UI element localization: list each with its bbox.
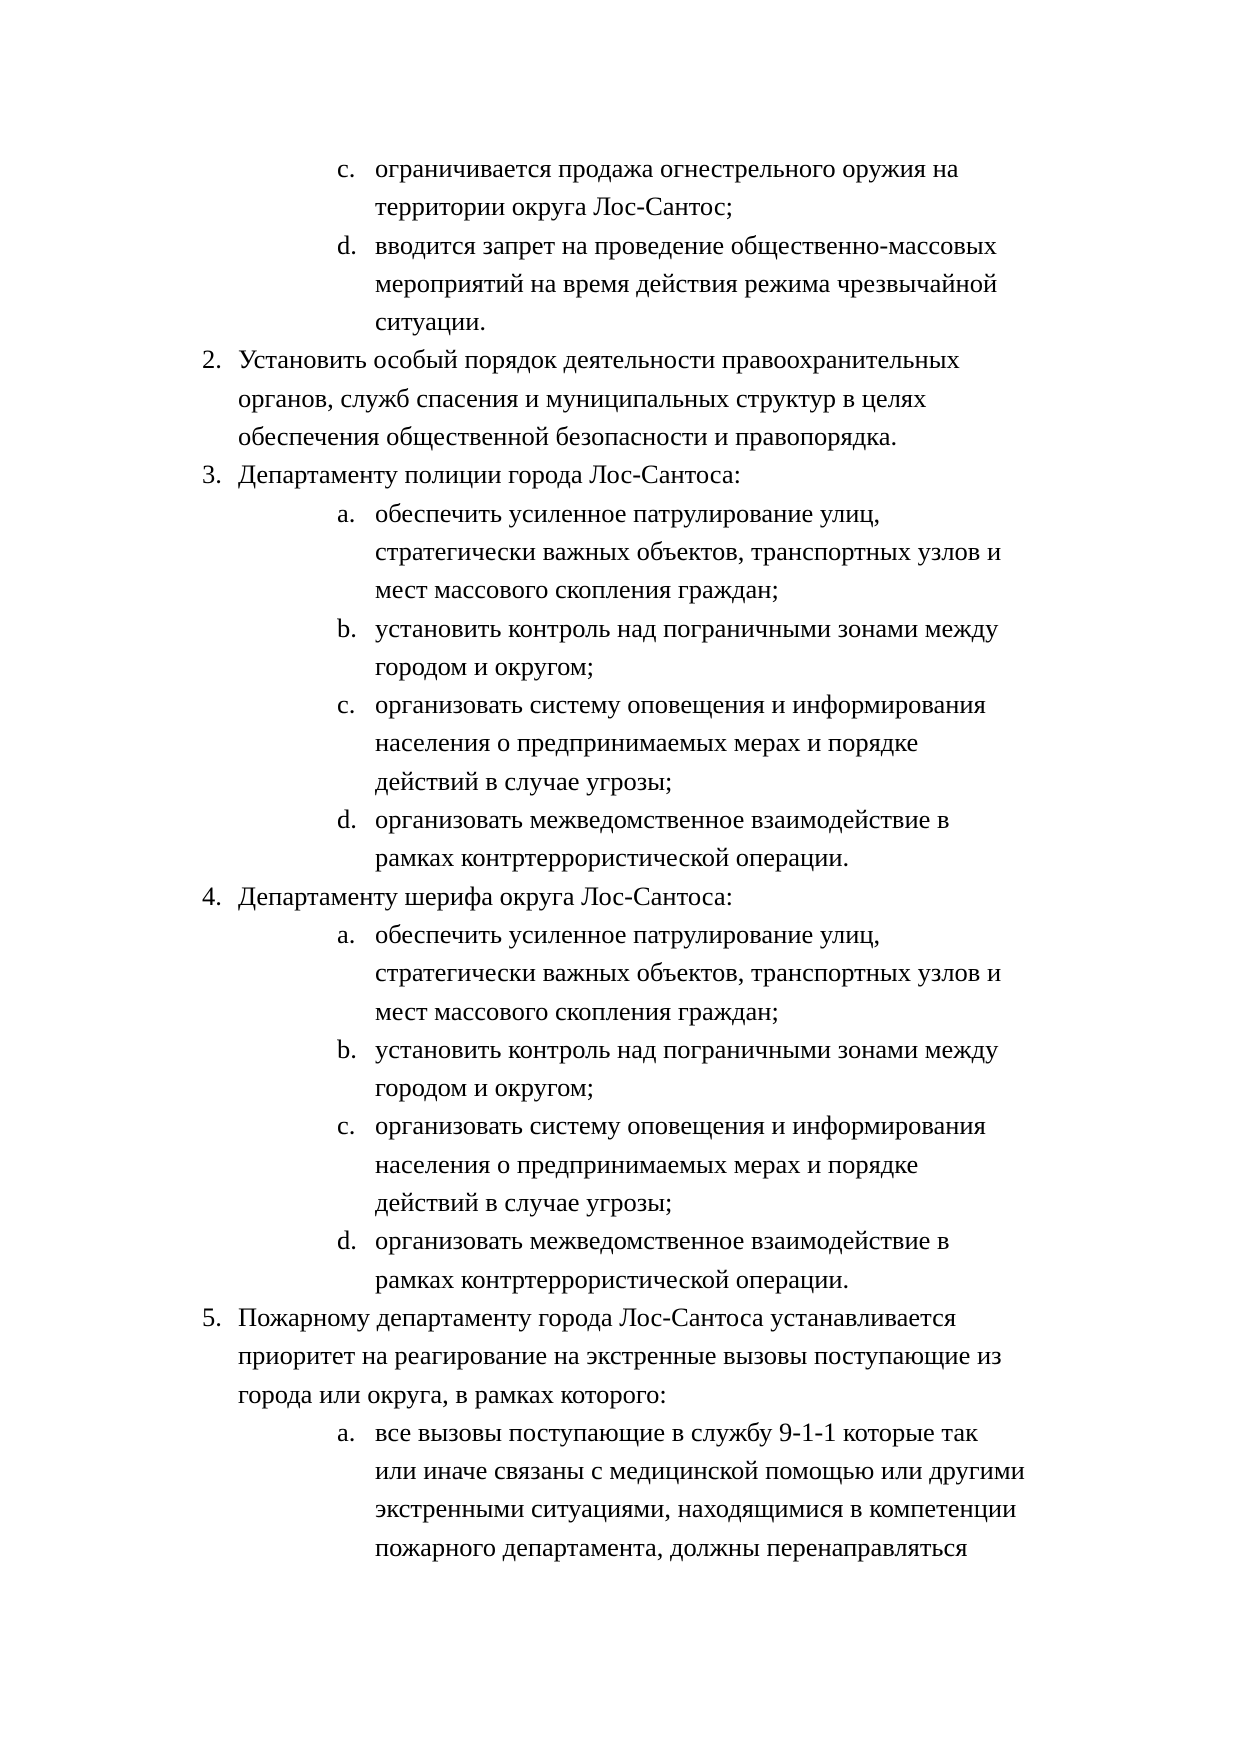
text-line: обеспечить усиленное патрулирование улиц, [375,497,881,528]
text-line: мероприятий на время действия режима чрезвычайной [375,267,998,298]
text-line: ограничивается продажа огнестрельного оружия на [375,153,959,183]
list-marker: a. [337,497,356,528]
list-marker: d. [337,1225,357,1256]
text-line: организовать систему оповещения и информирования [375,1110,986,1141]
text-line: мест массового скопления граждан; [375,995,779,1026]
list-item-text [375,1221,1100,1298]
numbered-list-item [0,340,1098,455]
list-item-text [238,455,1098,493]
text-line: стратегически важных объектов, транспортных узлов и [375,535,1002,566]
text-line: городом и округом; [375,650,594,681]
lettered-sub-list-item [0,800,1100,877]
numbered-list-item [0,455,1098,493]
text-line: обеспечения общественной безопасности и правопорядка. [238,421,898,452]
lettered-sub-list-item [0,915,1100,1030]
lettered-sub-list-item [0,1030,1100,1107]
list-item-text [375,1030,1100,1107]
text-line: вводится запрет на проведение общественно-массовых [375,229,997,260]
text-line: населения о предпринимаемых мерах и порядке [375,1148,919,1179]
text-line: все вызовы поступающие в службу 9-1-1 которые так [375,1416,978,1447]
text-line: города или округа, в рамках которого: [238,1378,667,1409]
list-item-text [238,1298,1098,1413]
lettered-sub-list-item [0,1221,1100,1298]
text-line: территории округа Лос-Сантос; [375,191,733,222]
lettered-sub-list-item [0,609,1100,686]
list-marker: 3. [202,459,222,490]
list-item-text [375,149,1100,226]
text-line: ситуации. [375,306,487,337]
text-line: городом и округом; [375,1072,594,1103]
list-item-text [375,685,1100,800]
lettered-sub-list-item [0,149,1100,226]
text-line: установить контроль над пограничными зонами между [375,1033,999,1064]
list-item-text [375,226,1100,341]
text-line: организовать межведомственное взаимодействие в [375,804,950,835]
text-line: стратегически важных объектов, транспортных узлов и [375,957,1002,988]
list-marker: b. [337,612,357,643]
document-body [0,149,1242,1566]
text-line: населения о предпринимаемых мерах и порядке [375,727,919,758]
text-line: или иначе связаны с медицинской помощью или другими [375,1455,1025,1486]
list-marker: d. [337,229,357,260]
text-line: экстренными ситуациями, находящимися в компетенции [375,1493,1017,1524]
list-marker: c. [337,153,356,183]
list-marker: c. [337,689,356,720]
list-marker: a. [337,918,356,949]
list-item-text [375,609,1100,686]
list-marker: 2. [202,344,222,375]
list-item-text [375,915,1100,1030]
list-marker: 5. [202,1301,222,1332]
lettered-sub-list-item [0,1413,1100,1566]
text-line: Департаменту полиции города Лос-Сантоса: [238,459,741,490]
list-item-text [238,877,1098,915]
text-line: установить контроль над пограничными зонами между [375,612,999,643]
list-marker: c. [337,1110,356,1141]
text-line: органов, служб спасения и муниципальных структур в целях [238,382,927,413]
list-marker: a. [337,1416,356,1447]
text-line: организовать межведомственное взаимодействие в [375,1225,950,1256]
text-line: организовать систему оповещения и информирования [375,689,986,720]
text-line: Пожарному департаменту города Лос-Сантоса устанавливается [238,1301,957,1332]
text-line: приоритет на реагирование на экстренные вызовы поступающие из [238,1340,1002,1371]
list-marker: b. [337,1033,357,1064]
list-item-text [375,1106,1100,1221]
text-line: Департаменту шерифа округа Лос-Сантоса: [238,880,733,911]
list-item-text [238,340,1098,455]
list-item-text [375,800,1100,877]
numbered-list-item [0,1298,1098,1413]
lettered-sub-list-item [0,1106,1100,1221]
list-marker: d. [337,804,357,835]
list-item-text [375,494,1100,609]
text-line: действий в случае угрозы; [375,765,673,796]
text-line: рамках контртеррористической операции. [375,1263,850,1294]
lettered-sub-list-item [0,226,1100,341]
text-line: рамках контртеррористической операции. [375,842,850,873]
text-line: пожарного департамента, должны перенаправляться [375,1531,968,1562]
text-line: Установить особый порядок деятельности правоохранительных [238,344,960,375]
list-item-text [375,1413,1100,1566]
text-line: обеспечить усиленное патрулирование улиц, [375,918,881,949]
text-line: мест массового скопления граждан; [375,574,779,605]
lettered-sub-list-item [0,685,1100,800]
lettered-sub-list-item [0,494,1100,609]
text-line: действий в случае угрозы; [375,1187,673,1218]
numbered-list-item [0,877,1098,915]
list-marker: 4. [202,880,222,911]
